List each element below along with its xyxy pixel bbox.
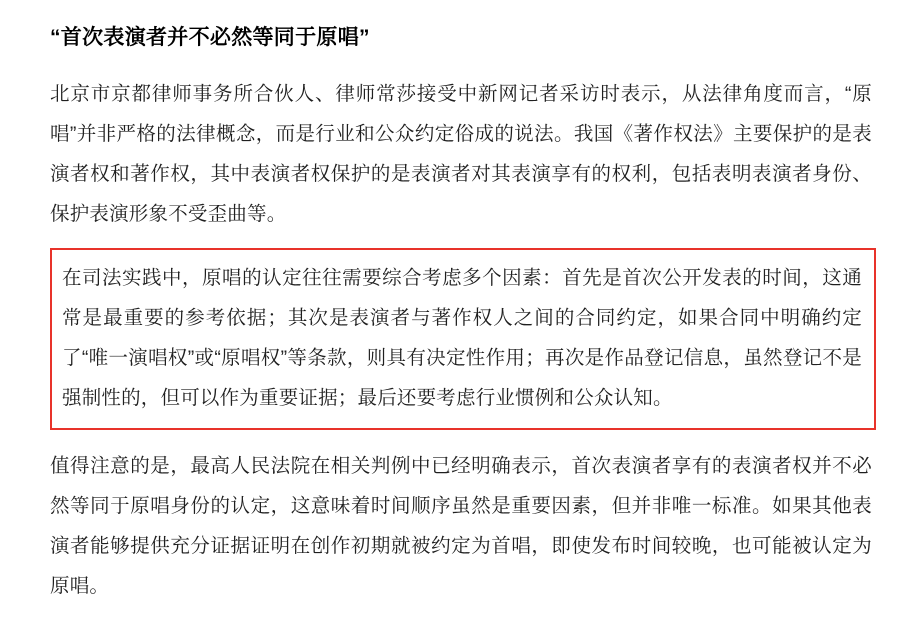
paragraph-conclusion: 值得注意的是，最高人民法院在相关判例中已经明确表示，首次表演者享有的表演者权并不必然等同于原唱身份的认定，这意味着时间顺序虽然是重要因素，但并非唯一标准。如果其他表演者能够提供充分证据证明在创作初期就被约定为首唱，即使发布时间较晚，也可能被认定为原唱。 bbox=[50, 454, 872, 597]
paragraph-intro: 北京市京都律师事务所合伙人、律师常莎接受中新网记者采访时表示，从法律角度而言，“原唱”并非严格的法律概念，而是行业和公众约定俗成的说法。我国《著作权法》主要保护的是表演者权和著作权，其中表演者权保护的是表演者对其表演享有的权利，包括表明表演者身份、保护表演形象不受歪曲等。 bbox=[50, 82, 872, 225]
page-title: “首次表演者并不必然等同于原唱” bbox=[50, 26, 370, 49]
paragraph-highlighted: 在司法实践中，原唱的认定往往需要综合考虑多个因素：首先是首次公开发表的时间，这通常是最重要的参考依据；其次是表演者与著作权人之间的合同约定，如果合同中明确约定了“唯一演唱权”或“原唱权”等条款，则具有决定性作用；再次是作品登记信息，虽然登记不是强制性的，但可以作为重要证据；最后还要考虑行业惯例和公众认知。 bbox=[62, 266, 862, 409]
highlighted-callout-box bbox=[50, 248, 876, 430]
